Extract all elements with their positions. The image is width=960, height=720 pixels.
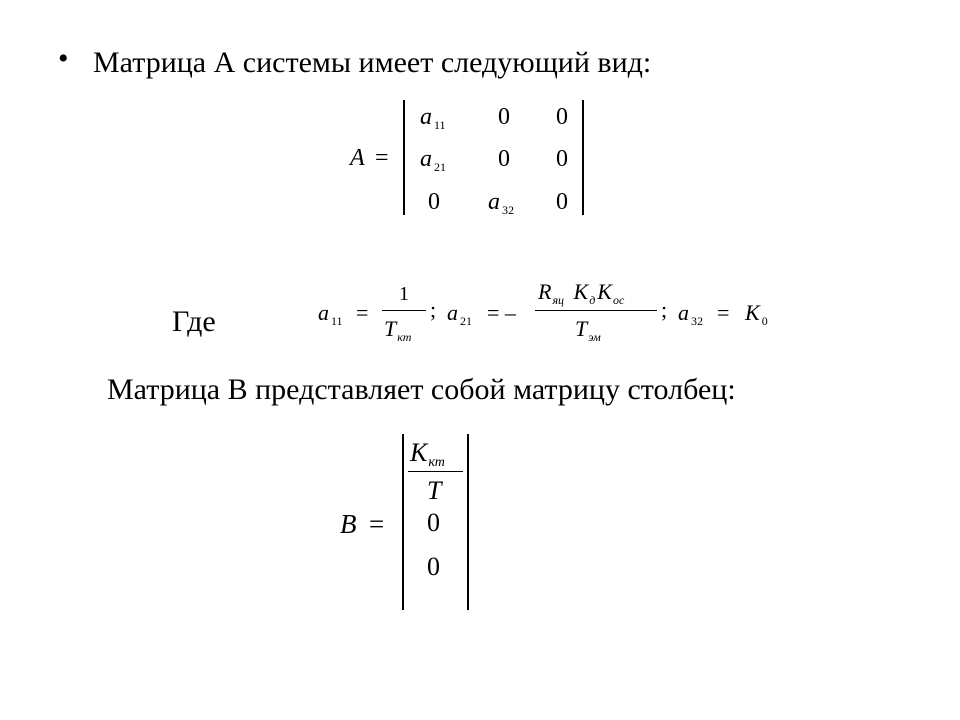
matrix-b-left-bar (402, 434, 404, 610)
matrix-b-fraction-bar (408, 471, 463, 472)
a11-denominator: $T_{кт}$ (384, 316, 412, 344)
a21-fraction-bar (535, 310, 657, 311)
matrix-b-top-denominator: T (427, 476, 442, 505)
matrix-a-cell: 0 (556, 104, 568, 130)
a21-equals: = – (487, 300, 516, 325)
matrix-a-cell: a $_{21}$ (420, 146, 446, 174)
matrix-b-equals: = (369, 509, 385, 539)
separator: ; (661, 297, 668, 322)
matrix-a-cell: 0 (498, 104, 510, 130)
matrix-a-left-bar (403, 100, 405, 215)
a32-value: K $_0$ (745, 300, 768, 328)
slide-heading: Матрица А системы имеет следующий вид: (93, 46, 652, 79)
matrix-b-cell: 0 (427, 552, 440, 581)
matrix-a-equals: = (375, 145, 389, 171)
separator: ; (430, 297, 437, 322)
matrix-b-right-bar (467, 434, 469, 610)
matrix-b-name: B (340, 509, 357, 539)
a32-equals: = (717, 300, 730, 325)
matrix-a-right-bar (582, 100, 584, 215)
matrix-a-cell: 0 (556, 146, 568, 172)
a21-numerator: $R_{яц}$ $K_дK_{ос}$ (538, 279, 625, 307)
matrix-a-cell: 0 (556, 189, 568, 215)
a21-symbol: a $_{21}$ (447, 300, 472, 328)
a21-denominator: $T_{эм}$ (575, 316, 601, 344)
matrix-b-cell: 0 (427, 508, 440, 537)
matrix-a-name: A (350, 145, 365, 171)
a11-fraction-bar (382, 310, 426, 311)
matrix-a-cell: 0 (498, 146, 510, 172)
a11-symbol: a $_{11}$ (318, 300, 343, 328)
matrix-b-description: Матрица В представляет собой матрицу столбец: (107, 373, 736, 406)
a11-equals: = (356, 300, 369, 325)
matrix-b-top-numerator: Kкт (410, 438, 445, 470)
where-label: Где (172, 305, 216, 338)
matrix-a-cell: 0 (428, 189, 440, 215)
a32-symbol: a $_{32}$ (678, 300, 703, 328)
a11-numerator: 1 (399, 283, 409, 305)
matrix-a-cell: a $_{32}$ (488, 189, 514, 217)
matrix-a-cell: a $_{11}$ (420, 104, 446, 132)
bullet: • (58, 42, 69, 75)
